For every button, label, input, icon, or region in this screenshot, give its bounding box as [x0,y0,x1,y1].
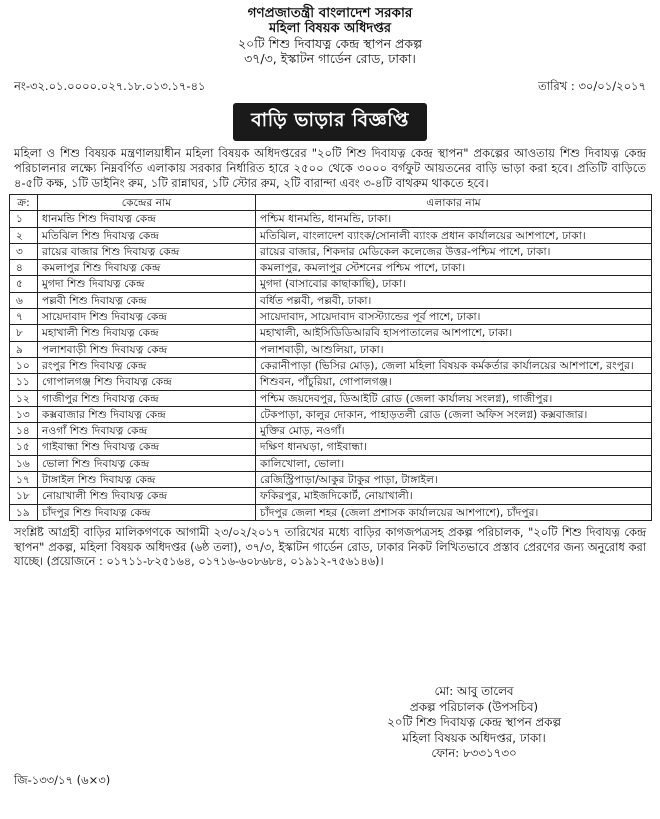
row-center-name: কক্সবাজার শিশু দিবাযত্ন কেন্দ্র [38,406,256,422]
row-area-name: মুগদা (বাসাবোর কাছাকাছি), ঢাকা। [256,276,652,292]
signatory-designation: প্রকল্প পরিচালক (উপসচিব) [409,699,539,714]
table-row [10,325,652,341]
col-header-serial: ক্র: [10,195,38,211]
table-row [10,211,652,227]
row-serial: ২ [10,227,38,243]
table-row [10,357,652,373]
row-serial: ৫ [10,276,38,292]
row-serial: ১৩ [10,406,38,422]
row-area-name: সায়েদাবাদ, সায়েদাবাদ বাসস্ট্যান্ডের পূর্ব পাশে, ঢাকা। [256,309,652,325]
row-center-name: গোপালগঞ্জ শিশু দিবাযত্ন কেন্দ্র [38,374,256,390]
row-center-name: পলাশবাড়ী শিশু দিবাযত্ন কেন্দ্র [38,341,256,357]
row-center-name: গাজীপুর শিশু দিবাযত্ন কেন্দ্র [38,390,256,406]
table-row [10,488,652,504]
row-center-name: ধানমন্ডি শিশু দিবাযত্ন কেন্দ্র [38,211,256,227]
memo-line [8,78,652,97]
intro-paragraph: মহিলা ও শিশু বিষয়ক মন্ত্রণালয়াধীন মহিলা বিষয়ক অধিদপ্তরের "২০টি শিশু দিবাযত্ন কেন্দ্র স্থাপন" প্রকল্পের আওতায় শিশু দিবাযত্ন কেন্দ্র পরিচালনার লক্ষ্যে নিম্নবর্ণিত এলাকায় সরকার নির্ধারিত হারে ২৫০০ থেকে ৩০০০ বর্গফুট আয়তনের বাড়ি ভাড়া করা হবে। প্রতিটি বাড়িতে ৪-৫টি কক্ষ, ১টি ডাইনিং রুম, ১টি রান্নাঘর, ১টি স্টোর রুম, ২টি বারান্দা এবং ৩-৪টি বাথরুম থাকতে হবে। [14,146,646,190]
row-serial: ১২ [10,390,38,406]
table-row [10,423,652,439]
signatory-project: ২০টি শিশু দিবাযত্ন কেন্দ্র স্থাপন প্রকল্প [387,715,561,729]
row-area-name: মুক্তির মোড়, নওগাঁ। [256,423,652,439]
table-row [10,504,652,520]
row-center-name: রংপুর শিশু দিবাযত্ন কেন্দ্র [38,357,256,373]
memo-date: তারিখ : ৩০/০১/২০১৭ [538,79,646,93]
row-area-name: শিশুবন, পাঁচুরিয়া, গোপালগঞ্জ। [256,374,652,390]
table-row [10,406,652,422]
row-serial: ১৯ [10,504,38,520]
row-area-name: পলাশবাড়ী, আশুলিয়া, ঢাকা। [256,341,652,357]
row-serial: ১০ [10,357,38,373]
table-row [10,227,652,243]
notice-title: বাড়ি ভাড়ার বিজ্ঞপ্তি [233,103,427,141]
table-row [10,260,652,276]
row-serial: ৪ [10,260,38,276]
row-serial: ১ [10,211,38,227]
table-body [10,211,652,521]
row-center-name: টাঙ্গাইল শিশু দিবাযত্ন কেন্দ্র [38,472,256,488]
row-serial: ৬ [10,292,38,308]
row-center-name: ভোলা শিশু দিবাযত্ন কেন্দ্র [38,455,256,471]
table-row [10,292,652,308]
signature-block [324,684,624,762]
row-serial: ১৭ [10,472,38,488]
row-center-name: মতিঝিল শিশু দিবাযত্ন কেন্দ্র [38,227,256,243]
table-row [10,374,652,390]
signatory-name: মো: আবু তালেব [434,684,514,698]
row-serial: ১৮ [10,488,38,504]
table-row [10,276,652,292]
table-row [10,243,652,259]
row-center-name: রায়ের বাজার শিশু দিবাযত্ন কেন্দ্র [38,243,256,259]
row-area-name: পশ্চিম ধানমন্ডি, ধানমন্ডি, ঢাকা। [256,211,652,227]
table-row [10,439,652,455]
table-row [10,341,652,357]
row-area-name: রেজিস্ট্রিপাড়া/আকুর টাকুর পাড়া, টাঙ্গাইল। [256,472,652,488]
row-serial: ১৫ [10,439,38,455]
title-wrap [8,103,652,141]
col-header-center: কেন্দ্রের নাম [38,195,256,211]
row-center-name: নোয়াখালী শিশু দিবাযত্ন কেন্দ্র [38,488,256,504]
row-center-name: কমলাপুর শিশু দিবাযত্ন কেন্দ্র [38,260,256,276]
row-center-name: গাইবান্ধা শিশু দিবাযত্ন কেন্দ্র [38,439,256,455]
department-name: মহিলা বিষয়ক অধিদপ্তর [268,21,392,36]
row-center-name: সায়েদাবাদ শিশু দিবাযত্ন কেন্দ্র [38,309,256,325]
table-row [10,390,652,406]
office-address: ৩৭/৩, ইস্কাটন গার্ডেন রোড, ঢাকা। [244,51,416,66]
row-area-name: কালিখোলা, ভোলা। [256,455,652,471]
signatory-office: মহিলা বিষয়ক অধিদপ্তর, ঢাকা। [402,730,546,745]
project-name: ২০টি শিশু দিবাযত্ন কেন্দ্র স্থাপন প্রকল্প [237,36,423,51]
row-area-name: মহাখালী, আইসিডিডিআরবি হাসপাতালের আশপাশে, ঢাকা। [256,325,652,341]
row-area-name: বর্ধিত পল্লবী, পল্লবী, ঢাকা। [256,292,652,308]
row-area-name: দক্ষিণ ধানঘড়া, গাইবান্ধা। [256,439,652,455]
govt-title: গণপ্রজাতন্ত্রী বাংলাদেশ সরকার [247,5,413,21]
table-row [10,472,652,488]
row-center-name: পল্লবী শিশু দিবাযত্ন কেন্দ্র [38,292,256,308]
row-serial: ৩ [10,243,38,259]
table-row [10,309,652,325]
col-header-area: এলাকার নাম [256,195,652,211]
table-row [10,455,652,471]
letterhead [8,0,652,66]
row-serial: ১১ [10,374,38,390]
row-area-name: পশ্চিম জয়দেবপুর, ডিআইটি রোড (জেলা কার্যালয় সংলগ্ন), গাজীপুর। [256,390,652,406]
table-header-row [10,195,652,211]
row-area-name: রায়ের বাজার, শিকদার মেডিকেল কলেজের উত্তর-পশ্চিম পাশে, ঢাকা। [256,243,652,259]
row-area-name: টেকপাড়া, কালুর দোকান, পাহাড়তলী রোড (জেলা অফিস সংলগ্ন) কক্সবাজার। [256,406,652,422]
row-area-name: কমলাপুর, কমলাপুর স্টেশনের পশ্চিম পাশে, ঢাকা। [256,260,652,276]
row-center-name: মুগদা শিশু দিবাযত্ন কেন্দ্র [38,276,256,292]
row-serial: ৮ [10,325,38,341]
signatory-phone: ফোন: ৮৩৩১৭৩০ [431,746,517,760]
row-area-name: ফকিরপুর, মাইজদিকোর্ট, নোয়াখালী। [256,488,652,504]
row-center-name: চাঁদপুর শিশু দিবাযত্ন কেন্দ্র [38,504,256,520]
row-serial: ৭ [10,309,38,325]
row-center-name: মহাখালী শিশু দিবাযত্ন কেন্দ্র [38,325,256,341]
memo-number: নং-৩২.০১.০০০০.০২৭.১৮.০১৩.১৭-৪১ [14,79,206,93]
centers-table [9,194,652,521]
row-serial: ৯ [10,341,38,357]
row-area-name: চাঁদপুর জেলা শহর (জেলা প্রশাসক কার্যালয়ের আশপাশে), চাঁদপুর। [256,504,652,520]
row-area-name: মতিঝিল, বাংলাদেশ ব্যাংক/সোনালী ব্যাংক প্রধান কার্যালয়ের আশপাশে, ঢাকা। [256,227,652,243]
ad-reference: জি-১৩৩/১৭ (৬×৩) [14,773,111,787]
closing-paragraph: সংশ্লিষ্ট আগ্রহী বাড়ির মালিকগণকে আগামী ২৩/০২/২০১৭ তারিখের মধ্যে বাড়ির কাগজপত্রসহ প্রকল্প পরিচালক, "২০টি শিশু দিবাযত্ন কেন্দ্র স্থাপন" প্রকল্প, মহিলা বিষয়ক অধিদপ্তর (৬ষ্ঠ তলা), ৩৭/৩, ইস্কাটন গার্ডেন রোড, ঢাকার নিকট লিখিতভাবে প্রস্তাব প্রেরণের জন্য অনুরোধ করা যাচ্ছে। (প্রয়োজনে : ০১৭১১-৮২৫১৬৪, ০১৭১৬-৬০৮৬৮৪, ০১৯১২-৭৫৬১৪৬)। [14,525,646,569]
row-center-name: নওগাঁ শিশু দিবাযত্ন কেন্দ্র [38,423,256,439]
row-area-name: কেরানীপাড়া (ভিসির মোড়), জেলা মহিলা বিষয়ক কর্মকর্তার কার্যালয়ের আশপাশে, রংপুর। [256,357,652,373]
row-serial: ১৬ [10,455,38,471]
row-serial: ১৪ [10,423,38,439]
